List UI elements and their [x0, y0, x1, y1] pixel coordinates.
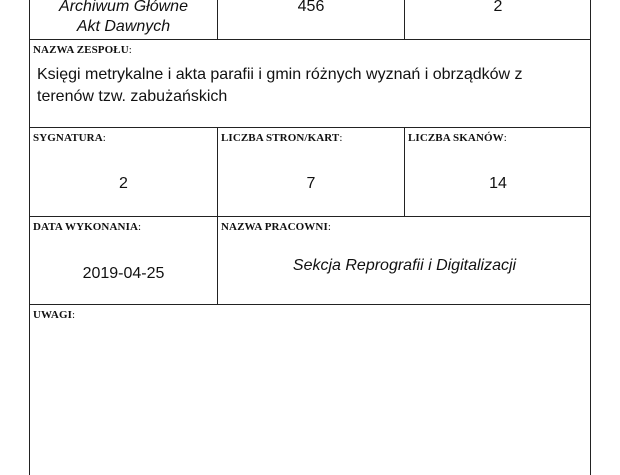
- workshop-cell: [217, 217, 591, 304]
- fonds-number-cell: [217, 0, 404, 39]
- archive-row: [29, 0, 591, 40]
- archive-name-line2: Akt Dawnych: [76, 18, 171, 35]
- archive-name: [30, 0, 217, 37]
- page-count-value: 7: [306, 175, 316, 192]
- workshop-label: NAZWA PRACOWNI:: [221, 221, 331, 233]
- date-label: DATA WYKONANIA:: [33, 221, 142, 233]
- series-number: 2: [493, 0, 503, 15]
- signature-cell: [30, 128, 217, 216]
- archive-name-line1: Archiwum Główne: [59, 0, 188, 15]
- date-row: [29, 217, 591, 305]
- signature-label: SYGNATURA:: [33, 132, 106, 144]
- metadata-table: [29, 0, 591, 468]
- page-count-cell: [217, 128, 404, 216]
- archive-name-cell: [30, 0, 217, 39]
- scan-count-cell: [404, 128, 591, 216]
- fonds-name: Księgi metrykalne i akta parafii i gmin różnych wyznań i obrządków z terenów tzw. zabużańskich: [37, 66, 523, 105]
- series-number-cell: [404, 0, 591, 39]
- fonds-label: NAZWA ZESPOŁU:: [33, 44, 132, 56]
- date-value: 2019-04-25: [82, 265, 165, 282]
- workshop-value: Sekcja Reprografii i Digitalizacji: [292, 257, 517, 274]
- counts-row: [29, 128, 591, 217]
- notes-label: UWAGI:: [33, 309, 76, 321]
- fonds-number: 456: [297, 0, 325, 15]
- signature-value: 2: [119, 175, 128, 192]
- page-count-label: LICZBA STRON/KART:: [221, 132, 343, 144]
- scan-count-value: 14: [489, 175, 507, 192]
- notes-row: [29, 305, 591, 475]
- fonds-row: [29, 40, 591, 128]
- date-cell: [30, 217, 217, 304]
- scan-count-label: LICZBA SKANÓW:: [408, 132, 507, 144]
